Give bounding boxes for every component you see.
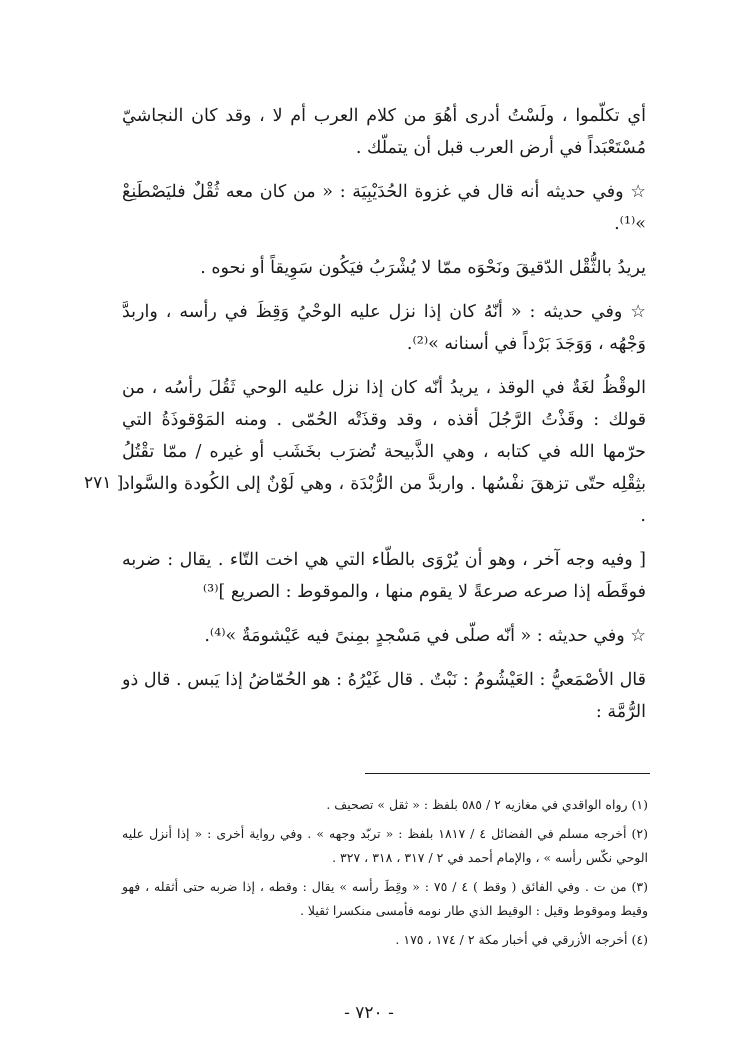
footnote-4: (٤) أخرجه الأزرقي في أخبار مكة ٢ / ١٧٤ ، ١٧٥ .: [395, 932, 648, 947]
page-number: - ٧٢٠ -: [344, 1003, 394, 1023]
paragraph-8: قال الأصْمَعيُّ : العَيْشُومُ : نَبْتٌ . قال غَيْرُهُ : هو الحُمّاضُ إذا يَبس . قال ذو الرُّمَّة :: [122, 670, 646, 722]
paragraph-1: أي تكلّموا ، ولَسْتُ أدرى أهُوَ من كلام العرب أم لا ، وقد كان النجاشيّ مُسْتَعْبَداً في أرض العرب قبل أن يتملّك .: [122, 106, 646, 158]
footnote-2: (٢) أخرجه مسلم في الفضائل ٤ / ١٨١٧ بلفظ : « تربّد وجهه » . وفي رواية أخرى : « إذا أنزل عليه الوحي نكّس رأسه » ، والإمام أحمد في ٢ / ٣١٧ ، ٣١٨ ، ٣٢٧ .: [122, 826, 648, 865]
footnotes: [122, 793, 648, 952]
paragraph-5: الوقْظُ لغَةٌ في الوقذ ، يريدُ أنّه كان إذا نزل عليه الوحي ثَقُلَ رأسُه ، من قولك : وقَذْتُ الرَّجُلَ أقذه ، وقد وقذَتْه الحُمّى . ومنه المَوْقوذَةُ التي حرّمها الله في كتابه ، وهي الذَّبيحة تُضرَب بخَشَب أو غيره / ممّا تقْتُلُ بثِقْلِه حتّى تزهقَ نفْسُها . واربدَّ من الرُّبْدَة ، وهي لَوْنٌ إلى الكُودة والسَّواد .: [122, 378, 646, 526]
footnote-divider: [365, 773, 650, 774]
paragraph-7: ☆ وفي حديثه : « أنّه صلّى في مَسْجدٍ بمِنىً فيه عَيْشومَةٌ »⁽⁴⁾.: [204, 626, 646, 646]
main-text: [122, 100, 646, 728]
footnote-1: (١) رواه الواقدي في مغازيه ٢ / ٥٨٥ بلفظ : « ثقل » تصحيف .: [326, 797, 648, 812]
margin-page-reference: [ ٢٧١: [84, 473, 124, 493]
footnote-3: (٣) من ت . وفي الفائق ( وقط ) ٤ / ٧٥ : « وقِطَ رأسه » يقال : وقطه ، إذا ضربه حتى أثقله ، فهو وقيط وموقوط وقيل : الوقيط الذي طار نومه فأمسى منكسرا ثقيلا .: [122, 879, 648, 918]
paragraph-4: ☆ وفي حديثه : « أنّهُ كان إذا نزل عليه الوحْيُ وَقِظَ في رأسه ، واربدَّ وَجْهُه ، وَوَجَدَ بَرْداً في أسنانه »⁽²⁾.: [122, 302, 646, 354]
paragraph-2: ☆ وفي حديثه أنه قال في غزوة الحُدَيْبِيَة : « من كان معه ثُقْلٌ فليَصْطَنِعْ »⁽¹⁾.: [122, 182, 646, 234]
paragraph-6: [ وفيه وجه آخر ، وهو أن يُرْوَى بالطّاء التي هي اخت التّاء . يقال : ضربه فوقَطَه إذا صرعه صرعةً لا يقوم منها ، والموقوط : الصريع ]⁽³⁾: [122, 550, 646, 602]
paragraph-3: يريدُ بالثُّقْل الدّقيقَ ونَحْوَه ممّا لا يُشْرَبُ فيَكُون سَوِيقاً أو نحوه .: [200, 258, 646, 278]
